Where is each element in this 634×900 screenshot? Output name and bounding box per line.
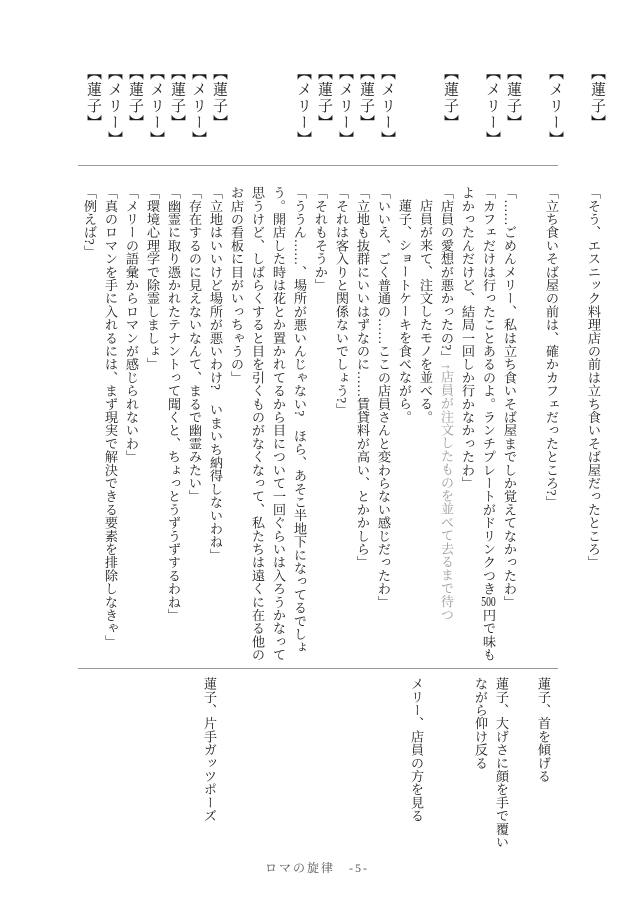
dialogue-text: 「それもそうか」 <box>313 186 328 292</box>
narrative-text: 店員が来て、注文したモノを並べる。 <box>418 199 433 424</box>
tatechuyoko-number: 500 <box>481 595 496 609</box>
stage-direction: メリー、店員の方を見る <box>409 677 424 823</box>
dialogue-text: 「幽霊に取り憑かれたテナントって聞くと、ちょっとうずうずするわね」 <box>166 186 181 622</box>
speaker-label: 【メリー】 <box>190 65 206 148</box>
script-line <box>310 65 332 667</box>
speaker-label: 【蓮子】 <box>442 65 458 131</box>
dialogue-text: 「立ち食いそば屋の前は、確かカフェだったところ?」 <box>544 186 559 509</box>
script-line <box>184 65 206 667</box>
speaker-label: 【メリー】 <box>379 65 395 148</box>
script-line <box>331 65 353 667</box>
speaker-label: 【メリー】 <box>106 65 122 148</box>
speaker-label: 【蓮子】 <box>85 65 101 131</box>
stage-direction-line <box>394 186 415 667</box>
dialogue-text: 「立地も抜群にいいはずなのに……賃貸料が高い、とかかしら」 <box>355 186 370 569</box>
dialogue-text: 「ううん……、場所が悪いんじゃない? ほら、あそこ半地下になってるでしょう。開店した時は花とか置かれてるから目について一回ぐらいは入ろうかなって思うけど、しばらくすると目を引くものがなくなって、私たちは遠くに在る他のお店の看板に目がいっちゃうの」 <box>229 186 307 662</box>
narrative-text: 蓮子、ショートケーキを食べながら。 <box>397 199 412 424</box>
stage-direction: 蓮子、首を傾げる <box>536 677 551 783</box>
script-line <box>205 65 227 667</box>
speaker-label: 【メリー】 <box>547 65 563 148</box>
dialogue-text: 「それは客入りと関係ないでしょう?」 <box>334 186 349 417</box>
dialogue-area <box>79 65 605 667</box>
speaker-label: 【蓮子】 <box>169 65 185 131</box>
script-line <box>352 65 374 667</box>
speaker-label: 【蓮子】 <box>316 65 332 131</box>
script-line <box>79 65 101 667</box>
speaker-label: 【蓮子】 <box>211 65 227 131</box>
script-line <box>457 65 500 667</box>
dialogue-text: 「いいえ、ごく普通の……ここの店員さんと変わらない感じだったわ」 <box>376 186 391 609</box>
page-footer: ロマの旋律 -5- <box>265 861 369 875</box>
dialogue-text: 「環境心理学で除霊しましょ」 <box>145 186 160 371</box>
speaker-label: 【蓮子】 <box>589 65 605 131</box>
speaker-label: 【蓮子】 <box>127 65 143 131</box>
dialogue-text: 「そう、エスニック料理店の前は立ち食いそば屋だったところ」 <box>586 186 601 569</box>
speaker-label: 【メリー】 <box>148 65 164 148</box>
script-line <box>373 65 395 667</box>
separator-line-top <box>78 165 558 166</box>
speaker-label: 【メリー】 <box>337 65 353 148</box>
speaker-label: 【蓮子】 <box>505 65 521 131</box>
script-line <box>121 65 143 667</box>
dialogue-text: 「真のロマンを手に入れるには、まず現実で解決できる要素を排除しなきゃ」 <box>103 186 118 648</box>
dialogue-text: 「メリーの語彙からロマンが感じられないわ」 <box>124 186 139 464</box>
script-line <box>226 65 311 667</box>
stage-direction: 蓮子、大げさに顔を手で覆いながら仰け反る <box>473 677 509 849</box>
separator-line-bottom <box>78 668 558 669</box>
speaker-label: 【メリー】 <box>295 65 311 148</box>
dialogue-text: 「存在するのに見えないなんて、まるで幽霊みたい」 <box>187 186 202 503</box>
dialogue-text: 「……ごめんメリー、私は立ち食いそば屋までしか覚えてなかったわ」 <box>502 186 517 609</box>
author-annotation: ↑店員が注文したものを並べて去るまで待つ <box>439 363 454 621</box>
dialogue-text: 「店員の愛想が悪かったの?」 <box>439 186 454 364</box>
script-line <box>163 65 185 667</box>
dialogue-text: 円で味もよかったんだけど、結局一回しか行かなかったわ」 <box>460 186 496 662</box>
script-line <box>436 65 458 667</box>
dialogue-text: 「カフェだけは行ったことあるのよ。ランチプレートがドリンクつき <box>481 186 496 596</box>
script-line <box>100 65 122 667</box>
script-line <box>142 65 164 667</box>
script-line <box>541 65 563 667</box>
dialogue-text: 「立地はいいけど場所が悪いわけ? いまいち納得しないわね」 <box>208 186 223 562</box>
stage-direction: 蓮子、片手ガッツポーズ <box>202 677 217 823</box>
speaker-label: 【蓮子】 <box>358 65 374 131</box>
script-line <box>499 65 521 667</box>
dialogue-text: 「例えば?」 <box>82 186 97 258</box>
speaker-label: 【メリー】 <box>484 65 500 148</box>
stage-direction-line <box>415 186 436 667</box>
script-line <box>583 65 605 667</box>
